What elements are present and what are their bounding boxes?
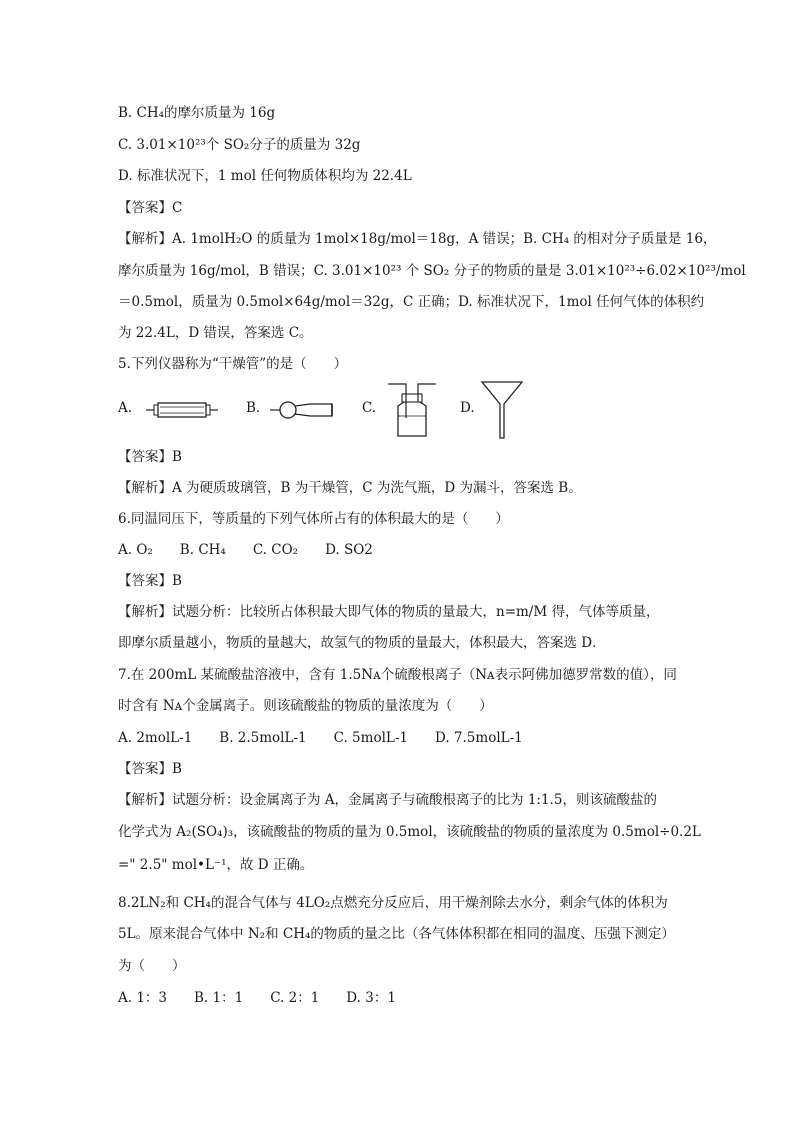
- answer-line: 【答案】B: [118, 761, 182, 777]
- analysis-line: 化学式为 A₂(SO₄)₃，该硫酸盐的物质的量为 0.5mol，该硫酸盐的物质的量浓度为 0.5mol÷0.2L: [118, 824, 701, 840]
- question-8: 为（ ）: [118, 958, 186, 974]
- option-c-line: C. 3.01×10²³个 SO₂分子的质量为 32g: [118, 137, 361, 153]
- analysis-line: 摩尔质量为 16g/mol，B 错误；C. 3.01×10²³ 个 SO₂ 分子的物质的量是 3.01×10²³÷6.02×10²³/mol: [118, 263, 746, 279]
- option-b-label: B.: [246, 400, 261, 416]
- question-7-options: A. 2molL-1 B. 2.5molL-1 C. 5molL-1 D. 7.5molL-1: [118, 730, 523, 746]
- question-8: 8.2LN₂和 CH₄的混合气体与 4LO₂点燃充分反应后，用干燥剂除去水分，剩余气体的体积为: [118, 895, 668, 911]
- question-8-options: A. 1：3 B. 1：1 C. 2：1 D. 3：1: [118, 990, 396, 1006]
- question-6: 6.同温同压下，等质量的下列气体所占有的体积最大的是（ ）: [118, 511, 509, 527]
- option-d-line: D. 标准状况下，1 mol 任何物质体积均为 22.4L: [118, 168, 412, 184]
- hard-glass-tube-icon: [146, 392, 218, 428]
- option-a: [118, 392, 238, 436]
- option-b: [246, 392, 366, 436]
- drying-tube-icon: [270, 392, 336, 428]
- option-c: [362, 392, 462, 436]
- analysis-line: 即摩尔质量越小，物质的量越大，故氢气的物质的量最大，体积最大，答案选 D．: [118, 635, 606, 651]
- analysis-line: 为 22.4L，D 错误，答案选 C。: [118, 325, 313, 341]
- question-7: 7.在 200mL 某硫酸盐溶液中，含有 1.5Nᴀ个硫酸根离子（Nᴀ表示阿佛加德罗常数的值），同: [118, 667, 677, 683]
- gas-washing-bottle-icon: [384, 378, 440, 440]
- option-a-label: A.: [118, 400, 133, 416]
- analysis-line: =" 2.5" mol•L⁻¹，故 D 正确。: [118, 857, 314, 873]
- analysis-line: ＝0.5mol，质量为 0.5mol×64g/mol＝32g，C 正确；D. 标准状况下，1mol 任何气体的体积约: [118, 294, 705, 310]
- question-8: 5L。原来混合气体中 N₂和 CH₄的物质的量之比（各气体体积都在相同的温度、压强下测定）: [118, 926, 675, 942]
- question-7: 时含有 Nᴀ个金属离子。则该硫酸盐的物质的量浓度为（ ）: [118, 698, 493, 714]
- analysis-line: 【解析】A. 1molH₂O 的质量为 1mol×18g/mol＝18g，A 错误；B. CH₄ 的相对分子质量是 16，: [118, 231, 717, 247]
- option-d-label: D.: [460, 400, 475, 416]
- analysis-line: 【解析】试题分析：设金属离子为 A，金属离子与硫酸根离子的比为 1:1.5，则该硫酸盐的: [118, 792, 657, 808]
- analysis-line: 【解析】A 为硬质玻璃管，B 为干燥管，C 为洗气瓶，D 为漏斗，答案选 B。: [118, 480, 582, 496]
- question-6-options: A. O₂ B. CH₄ C. CO₂ D. SO2: [118, 542, 373, 558]
- analysis-line: 【解析】试题分析：比较所占体积最大即气体的物质的量最大，n=m/M 得，气体等质量，: [118, 604, 660, 620]
- option-d: [460, 392, 560, 436]
- answer-line: 【答案】B: [118, 449, 182, 465]
- answer-line: 【答案】B: [118, 573, 182, 589]
- option-c-label: C.: [362, 400, 377, 416]
- funnel-icon: [480, 378, 524, 440]
- question-5: 5.下列仪器称为“干燥管”的是（ ）: [118, 356, 348, 372]
- question-5-options: [118, 392, 678, 436]
- answer-line: 【答案】C: [118, 200, 183, 216]
- option-b-line: B. CH₄的摩尔质量为 16g: [118, 105, 276, 121]
